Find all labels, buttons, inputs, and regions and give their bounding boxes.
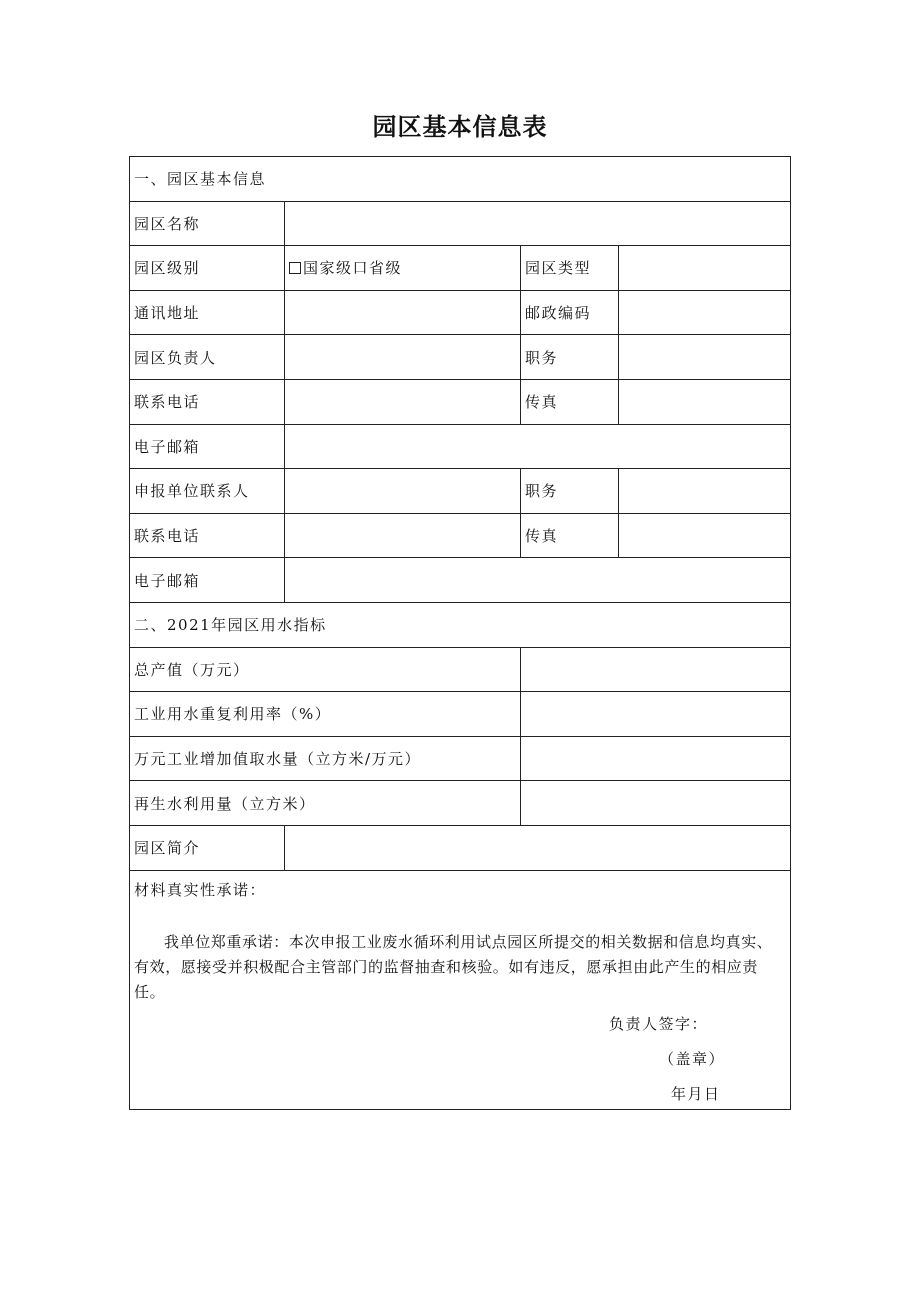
recycled-label: 再生水利用量（立方米） [130, 781, 521, 826]
phone2-label: 联系电话 [130, 513, 285, 558]
email2-label: 电子邮箱 [130, 558, 285, 603]
reuse-row [130, 692, 791, 737]
position-label: 职务 [521, 335, 619, 380]
date-label: 年月日 [671, 1084, 721, 1103]
seal-label: （盖章） [659, 1049, 726, 1068]
park-type-field[interactable] [619, 246, 791, 291]
reuse-label: 工业用水重复利用率（%） [130, 692, 521, 737]
fax-label: 传真 [521, 379, 619, 424]
park-level-row [130, 246, 791, 291]
fax2-label: 传真 [521, 513, 619, 558]
park-level-label: 园区级别 [130, 246, 285, 291]
park-name-row [130, 201, 791, 246]
contact-row [130, 469, 791, 514]
commitment-heading: 材料真实性承诺： [134, 880, 267, 899]
postcode-field[interactable] [619, 290, 791, 335]
email-field[interactable] [285, 424, 791, 469]
contact-label: 申报单位联系人 [130, 469, 285, 514]
park-name-field[interactable] [285, 201, 791, 246]
position-field[interactable] [619, 335, 791, 380]
commitment-row [130, 870, 791, 1109]
fax2-field[interactable] [619, 513, 791, 558]
output-label: 总产值（万元） [130, 647, 521, 692]
section1-heading: 一、园区基本信息 [130, 157, 791, 202]
provincial-level-option: 口省级 [352, 259, 403, 278]
leader-label: 园区负责人 [130, 335, 285, 380]
intake-field[interactable] [521, 736, 791, 781]
email-row [130, 424, 791, 469]
email-label: 电子邮箱 [130, 424, 285, 469]
recycled-row [130, 781, 791, 826]
position2-label: 职务 [521, 469, 619, 514]
intro-row [130, 825, 791, 870]
phone-label: 联系电话 [130, 379, 285, 424]
address-row [130, 290, 791, 335]
output-field[interactable] [521, 647, 791, 692]
page-title: 园区基本信息表 [372, 113, 548, 141]
park-type-label: 园区类型 [521, 246, 619, 291]
park-info-form [129, 156, 791, 1110]
position2-field[interactable] [619, 469, 791, 514]
park-name-label: 园区名称 [130, 201, 285, 246]
national-level-checkbox[interactable] [289, 262, 301, 274]
section2-heading: 二、2021年园区用水指标 [130, 602, 791, 647]
leader-field[interactable] [285, 335, 521, 380]
commitment-cell [130, 870, 791, 1109]
phone-field[interactable] [285, 379, 521, 424]
signature-label: 负责人签字： [609, 1014, 709, 1033]
email2-row [130, 558, 791, 603]
contact-field[interactable] [285, 469, 521, 514]
intake-label: 万元工业增加值取水量（立方米/万元） [130, 736, 521, 781]
national-level-option: 国家级 [303, 259, 353, 278]
section2-heading-row [130, 602, 791, 647]
fax-field[interactable] [619, 379, 791, 424]
commitment-body: 我单位郑重承诺：本次申报工业废水循环利用试点园区所提交的相关数据和信息均真实、有效，愿接受并积极配合主管部门的监督抽查和核验。如有违反，愿承担由此产生的相应责任。 [134, 932, 773, 1001]
intro-label: 园区简介 [130, 825, 285, 870]
section1-heading-row [130, 157, 791, 202]
address-label: 通讯地址 [130, 290, 285, 335]
phone-row [130, 379, 791, 424]
phone2-row [130, 513, 791, 558]
recycled-field[interactable] [521, 781, 791, 826]
email2-field[interactable] [285, 558, 791, 603]
phone2-field[interactable] [285, 513, 521, 558]
address-field[interactable] [285, 290, 521, 335]
reuse-field[interactable] [521, 692, 791, 737]
intake-row [130, 736, 791, 781]
park-level-field [285, 246, 521, 291]
leader-row [130, 335, 791, 380]
postcode-label: 邮政编码 [521, 290, 619, 335]
intro-field[interactable] [285, 825, 791, 870]
output-row [130, 647, 791, 692]
